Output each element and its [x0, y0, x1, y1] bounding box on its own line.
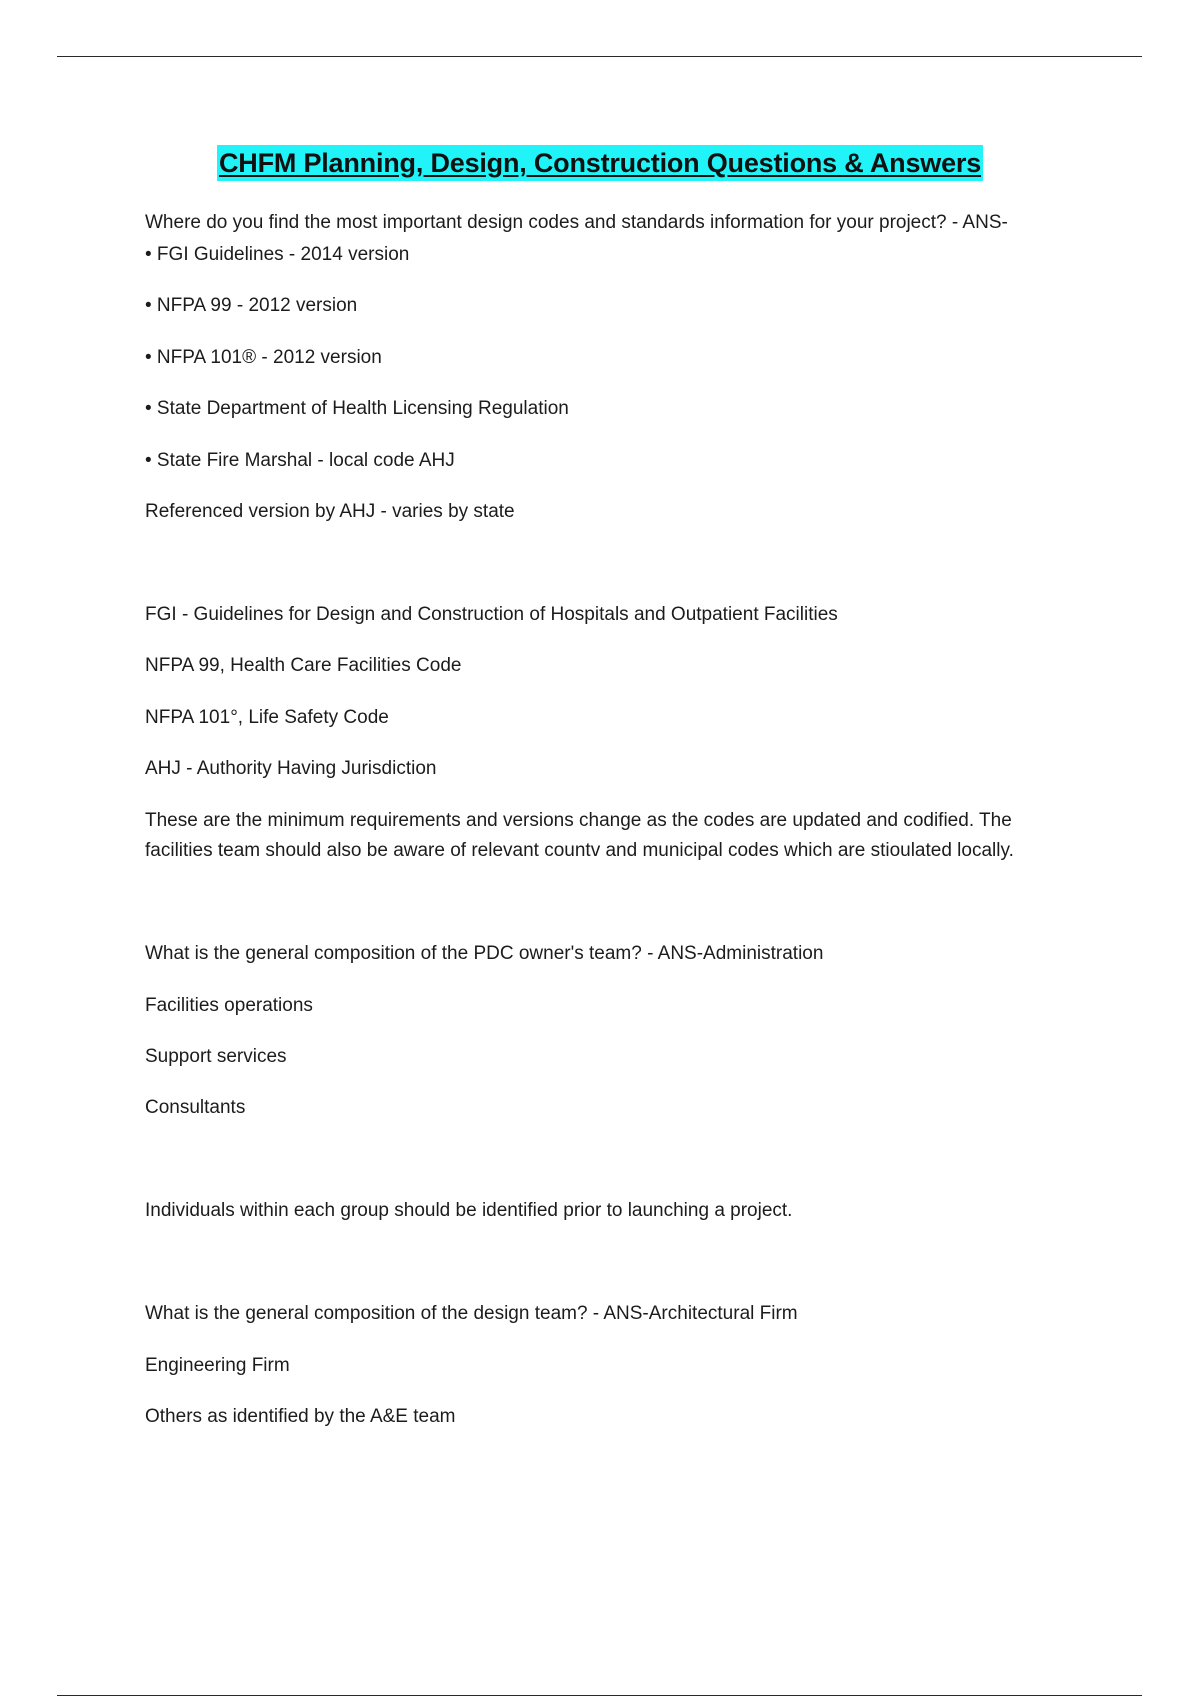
q1-bullet-nfpa101: • NFPA 101® - 2012 version — [145, 347, 382, 368]
q3-item-others: Others as identified by the A&E team — [145, 1406, 456, 1427]
q1-bullet-fire-marshal: • State Fire Marshal - local code AHJ — [145, 450, 455, 471]
q1-definition-nfpa99: NFPA 99, Health Care Facilities Code — [145, 655, 462, 676]
q3-item-engineering: Engineering Firm — [145, 1355, 290, 1376]
q1-referenced: Referenced version by AHJ - varies by state — [145, 501, 515, 522]
q1-definition-ahj: AHJ - Authority Having Jurisdiction — [145, 758, 437, 779]
q2-item-support: Support services — [145, 1046, 287, 1067]
q1-definition-fgi: FGI - Guidelines for Design and Construction of Hospitals and Outpatient Facilities — [145, 604, 838, 625]
q1-bullet-nfpa99: • NFPA 99 - 2012 version — [145, 295, 358, 316]
q2-note: Individuals within each group should be identified prior to launching a project. — [145, 1200, 793, 1221]
top-rule — [57, 56, 1142, 57]
q3-question: What is the general composition of the design team? - ANS-Architectural Firm — [145, 1303, 798, 1324]
q1-bullet-fgi: • FGI Guidelines - 2014 version — [145, 244, 410, 265]
q1-note-line1: These are the minimum requirements and versions change as the codes are updated and codified. The — [145, 810, 1012, 831]
document-title: CHFM Planning, Design, Construction Questions & Answers — [217, 145, 983, 181]
q2-item-consultants: Consultants — [145, 1097, 246, 1118]
bottom-rule — [57, 1695, 1142, 1696]
q2-item-facilities: Facilities operations — [145, 995, 313, 1016]
title-container — [0, 145, 1200, 181]
q1-note-line2: facilities team should also be aware of relevant countv and municipal codes which are stioulated locally. — [145, 840, 1014, 861]
q1-question: Where do you find the most important design codes and standards information for your project? - ANS- — [145, 212, 1008, 233]
q2-question: What is the general composition of the PDC owner's team? - ANS-Administration — [145, 943, 824, 964]
q1-definition-nfpa101: NFPA 101°, Life Safety Code — [145, 707, 389, 728]
q1-bullet-state-health: • State Department of Health Licensing Regulation — [145, 398, 569, 419]
